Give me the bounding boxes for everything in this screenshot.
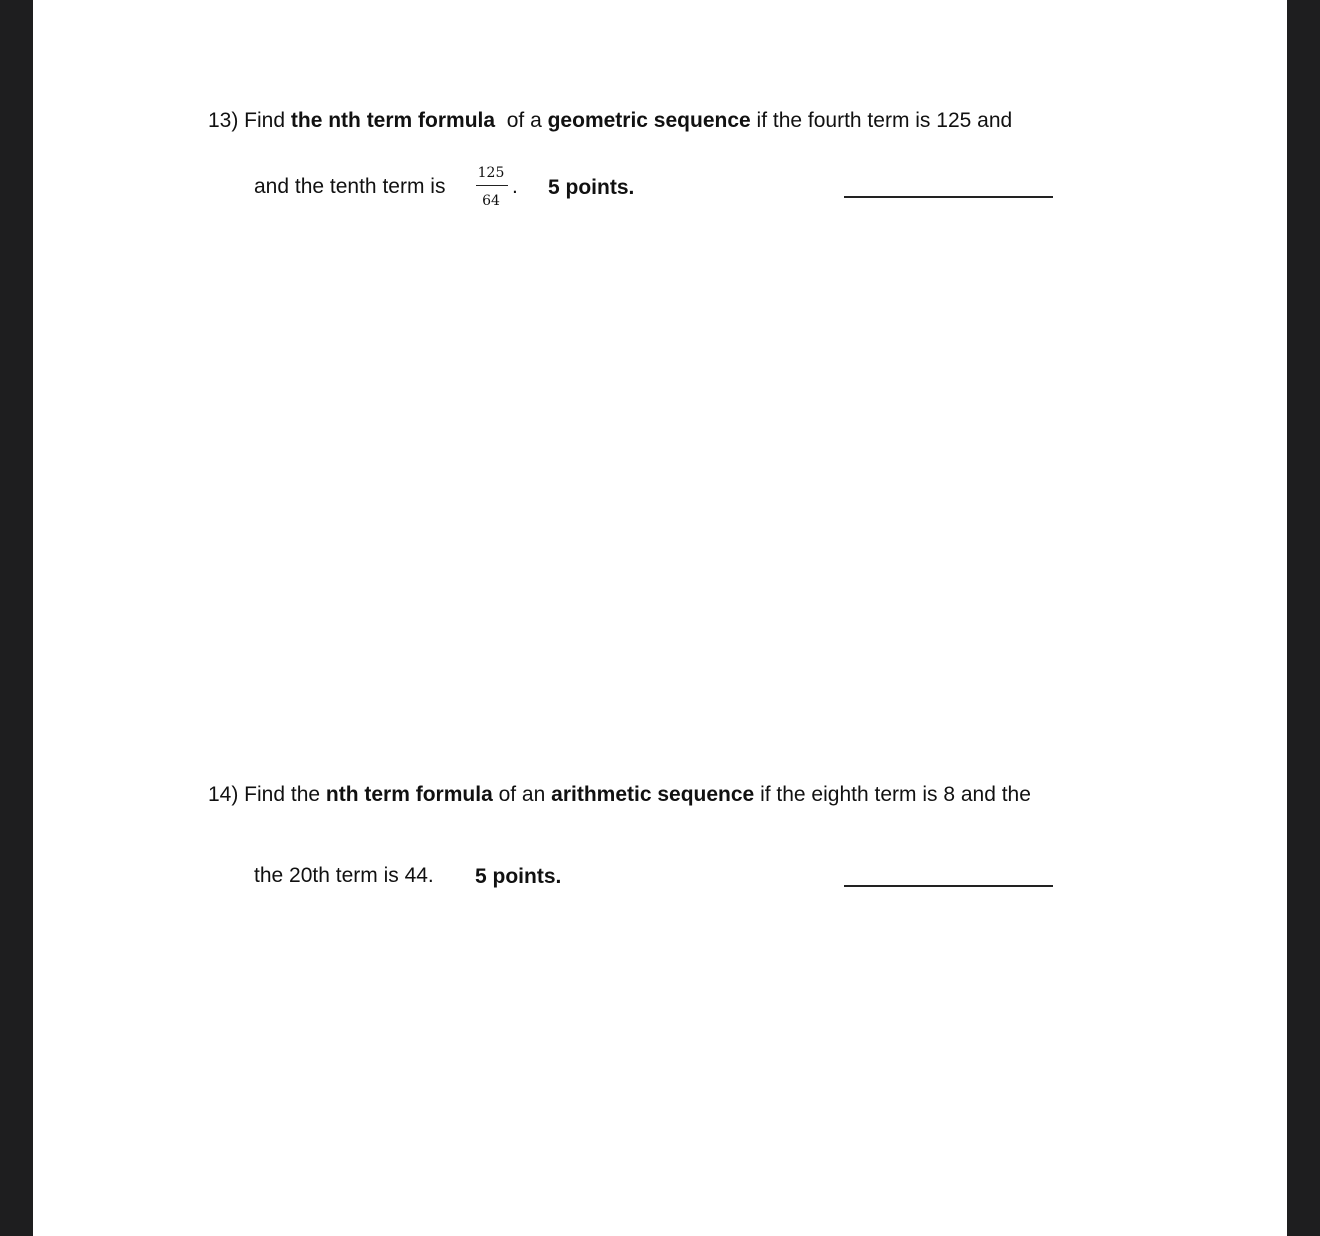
q13-answer-line[interactable]	[844, 196, 1053, 198]
q14-answer-line[interactable]	[844, 885, 1053, 887]
q13-fraction-numerator: 125	[477, 165, 505, 181]
q13-bold-nth-term: the nth term formula	[290, 109, 496, 132]
q13-number: 13) Find	[208, 109, 291, 132]
q13-line2-text: and the tenth term is	[254, 175, 446, 198]
q14-points	[475, 866, 561, 887]
q13-of-a: of a	[506, 109, 548, 132]
q13-fraction-bar	[476, 185, 508, 186]
q14-bold-nth-term: nth term formula	[325, 783, 493, 806]
q13-period: .	[512, 175, 518, 198]
q13-points-label: 5 points.	[548, 176, 635, 199]
q14-bold-arithmetic: arithmetic sequence	[551, 783, 755, 806]
q14-number: 14) Find the	[208, 783, 326, 806]
q13-points	[548, 177, 634, 198]
q14-line1	[208, 784, 1031, 805]
q13-tail: if the fourth term is 125 and	[750, 109, 1013, 132]
q14-tail: if the eighth term is 8 and the	[754, 783, 1031, 806]
q14-line2-text: the 20th term is 44.	[254, 864, 434, 887]
q13-bold-geometric: geometric sequence	[547, 109, 751, 132]
q13-line1	[208, 110, 1012, 131]
q14-of-an: of an	[492, 783, 552, 806]
worksheet-page	[33, 0, 1287, 1236]
q14-points-label: 5 points.	[475, 865, 562, 888]
q13-fraction-denominator: 64	[482, 193, 500, 209]
